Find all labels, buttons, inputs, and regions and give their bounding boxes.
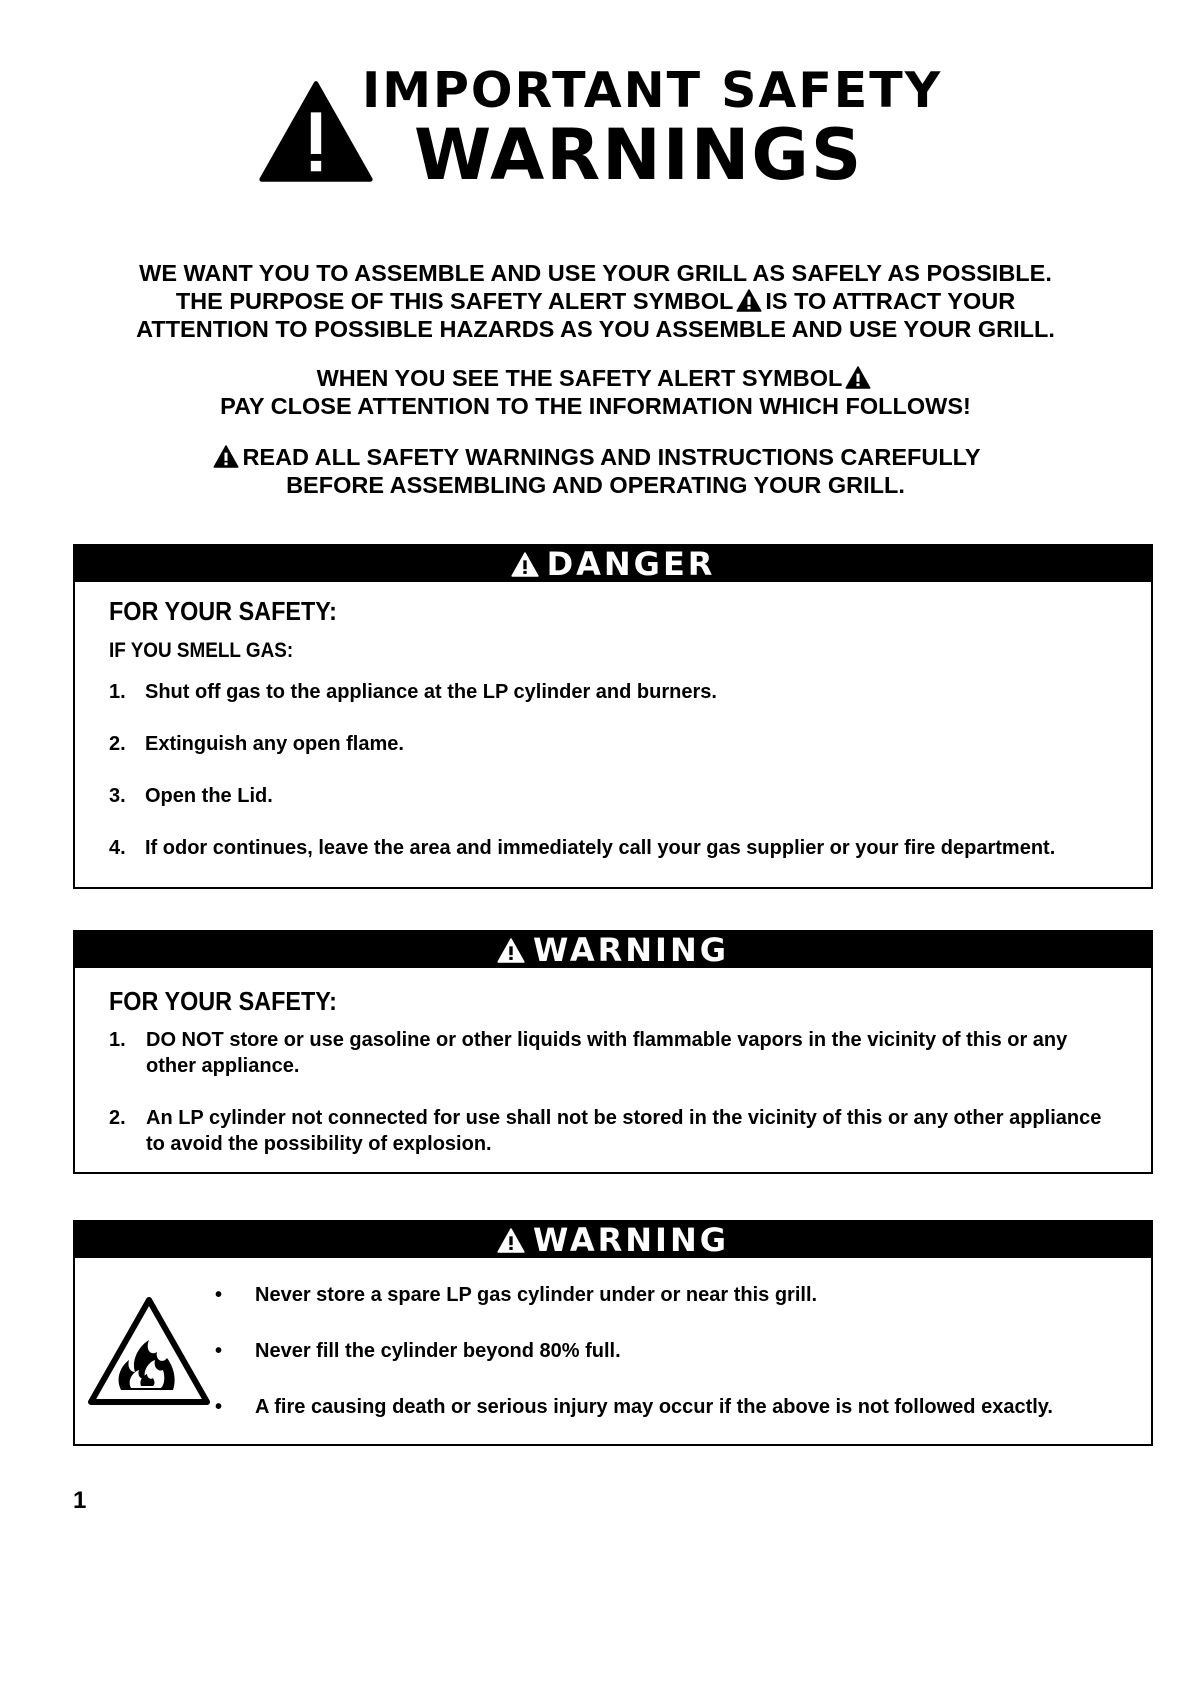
step-text: Shut off gas to the appliance at the LP cylinder and burners. <box>145 681 717 703</box>
safety-alert-icon <box>736 289 762 312</box>
warning-box-cylinder <box>73 1220 1153 1446</box>
step-number: 1. <box>109 1029 126 1051</box>
safety-alert-icon <box>845 366 871 389</box>
step-number: 4. <box>109 837 126 859</box>
intro-text-part: THE PURPOSE OF THIS SAFETY ALERT SYMBOL <box>175 288 734 314</box>
step-text: DO NOT store or use gasoline or other liquids with flammable vapors in the vicinity of this or any other appliance. <box>146 1029 1068 1077</box>
intro-paragraph-3 <box>0 443 1191 499</box>
warning-header-label: WARNING <box>533 931 729 969</box>
intro-text-part: IS TO ATTRACT YOUR <box>765 288 1016 314</box>
danger-steps-list <box>109 679 1117 861</box>
warning-header-label: WARNING <box>533 1221 729 1259</box>
danger-heading: FOR YOUR SAFETY: <box>109 596 337 626</box>
step-text: Open the Lid. <box>145 785 273 807</box>
fire-hazard-icon <box>85 1294 213 1412</box>
warning-box-flammables <box>73 930 1153 1174</box>
list-item <box>109 835 1117 861</box>
step-number: 3. <box>109 785 126 807</box>
intro-text: BEFORE ASSEMBLING AND OPERATING YOUR GRILL. <box>286 472 905 498</box>
safety-alert-icon <box>497 1228 525 1253</box>
intro-text-part: WHEN YOU SEE THE SAFETY ALERT SYMBOL <box>316 365 843 391</box>
safety-alert-icon <box>497 938 525 963</box>
step-text: Extinguish any open flame. <box>145 733 404 755</box>
intro-text: ATTENTION TO POSSIBLE HAZARDS AS YOU ASSEMBLE AND USE YOUR GRILL. <box>136 316 1055 342</box>
danger-header <box>75 546 1151 582</box>
list-item <box>215 1338 1053 1364</box>
intro-paragraph-2 <box>0 364 1191 420</box>
safety-alert-icon <box>213 445 239 468</box>
bullet: • <box>215 1396 223 1418</box>
warning-header <box>75 932 1151 968</box>
danger-header-label: DANGER <box>546 545 716 583</box>
safety-alert-icon <box>258 80 374 184</box>
list-item <box>109 679 1117 705</box>
intro-text: WE WANT YOU TO ASSEMBLE AND USE YOUR GRILL AS SAFELY AS POSSIBLE. <box>139 260 1052 286</box>
bullet-text: Never fill the cylinder beyond 80% full. <box>255 1340 621 1362</box>
danger-subheading: IF YOU SMELL GAS: <box>109 639 294 662</box>
safety-alert-icon <box>511 552 539 577</box>
intro-text <box>0 287 1191 315</box>
step-number: 2. <box>109 733 126 755</box>
intro-text <box>0 364 1191 392</box>
bullet-text: Never store a spare LP gas cylinder under or near this grill. <box>255 1284 818 1306</box>
bullet-text: A fire causing death or serious injury may occur if the above is not followed exactly. <box>255 1396 1053 1418</box>
warning-heading: FOR YOUR SAFETY: <box>109 986 337 1016</box>
intro-paragraph-1 <box>0 259 1191 343</box>
danger-box <box>73 544 1153 889</box>
list-item <box>109 783 1117 809</box>
list-item <box>109 731 1117 757</box>
warning-header <box>75 1222 1151 1258</box>
bullet: • <box>215 1284 223 1306</box>
step-text: An LP cylinder not connected for use shall not be stored in the vicinity of this or any other appliance to avoid the possibility of explosion. <box>146 1107 1102 1155</box>
bullet: • <box>215 1340 223 1362</box>
step-number: 1. <box>109 681 126 703</box>
page-title <box>0 62 1191 197</box>
list-item <box>109 1105 1117 1157</box>
step-number: 2. <box>109 1107 126 1129</box>
title-line-2: WARNINGS <box>414 114 864 196</box>
list-item <box>109 1027 1117 1079</box>
intro-text <box>0 443 1191 471</box>
intro-text: PAY CLOSE ATTENTION TO THE INFORMATION WHICH FOLLOWS! <box>220 393 971 419</box>
warning-steps-list <box>109 1027 1117 1157</box>
page-number: 1 <box>73 1487 87 1514</box>
warning-bullet-list <box>215 1282 1053 1420</box>
intro-text-part: READ ALL SAFETY WARNINGS AND INSTRUCTIONS CAREFULLY <box>242 444 981 470</box>
list-item <box>215 1282 1053 1308</box>
title-line-1: IMPORTANT SAFETY <box>362 62 943 119</box>
step-text: If odor continues, leave the area and immediately call your gas supplier or your fire department. <box>145 837 1056 859</box>
list-item <box>215 1394 1053 1420</box>
